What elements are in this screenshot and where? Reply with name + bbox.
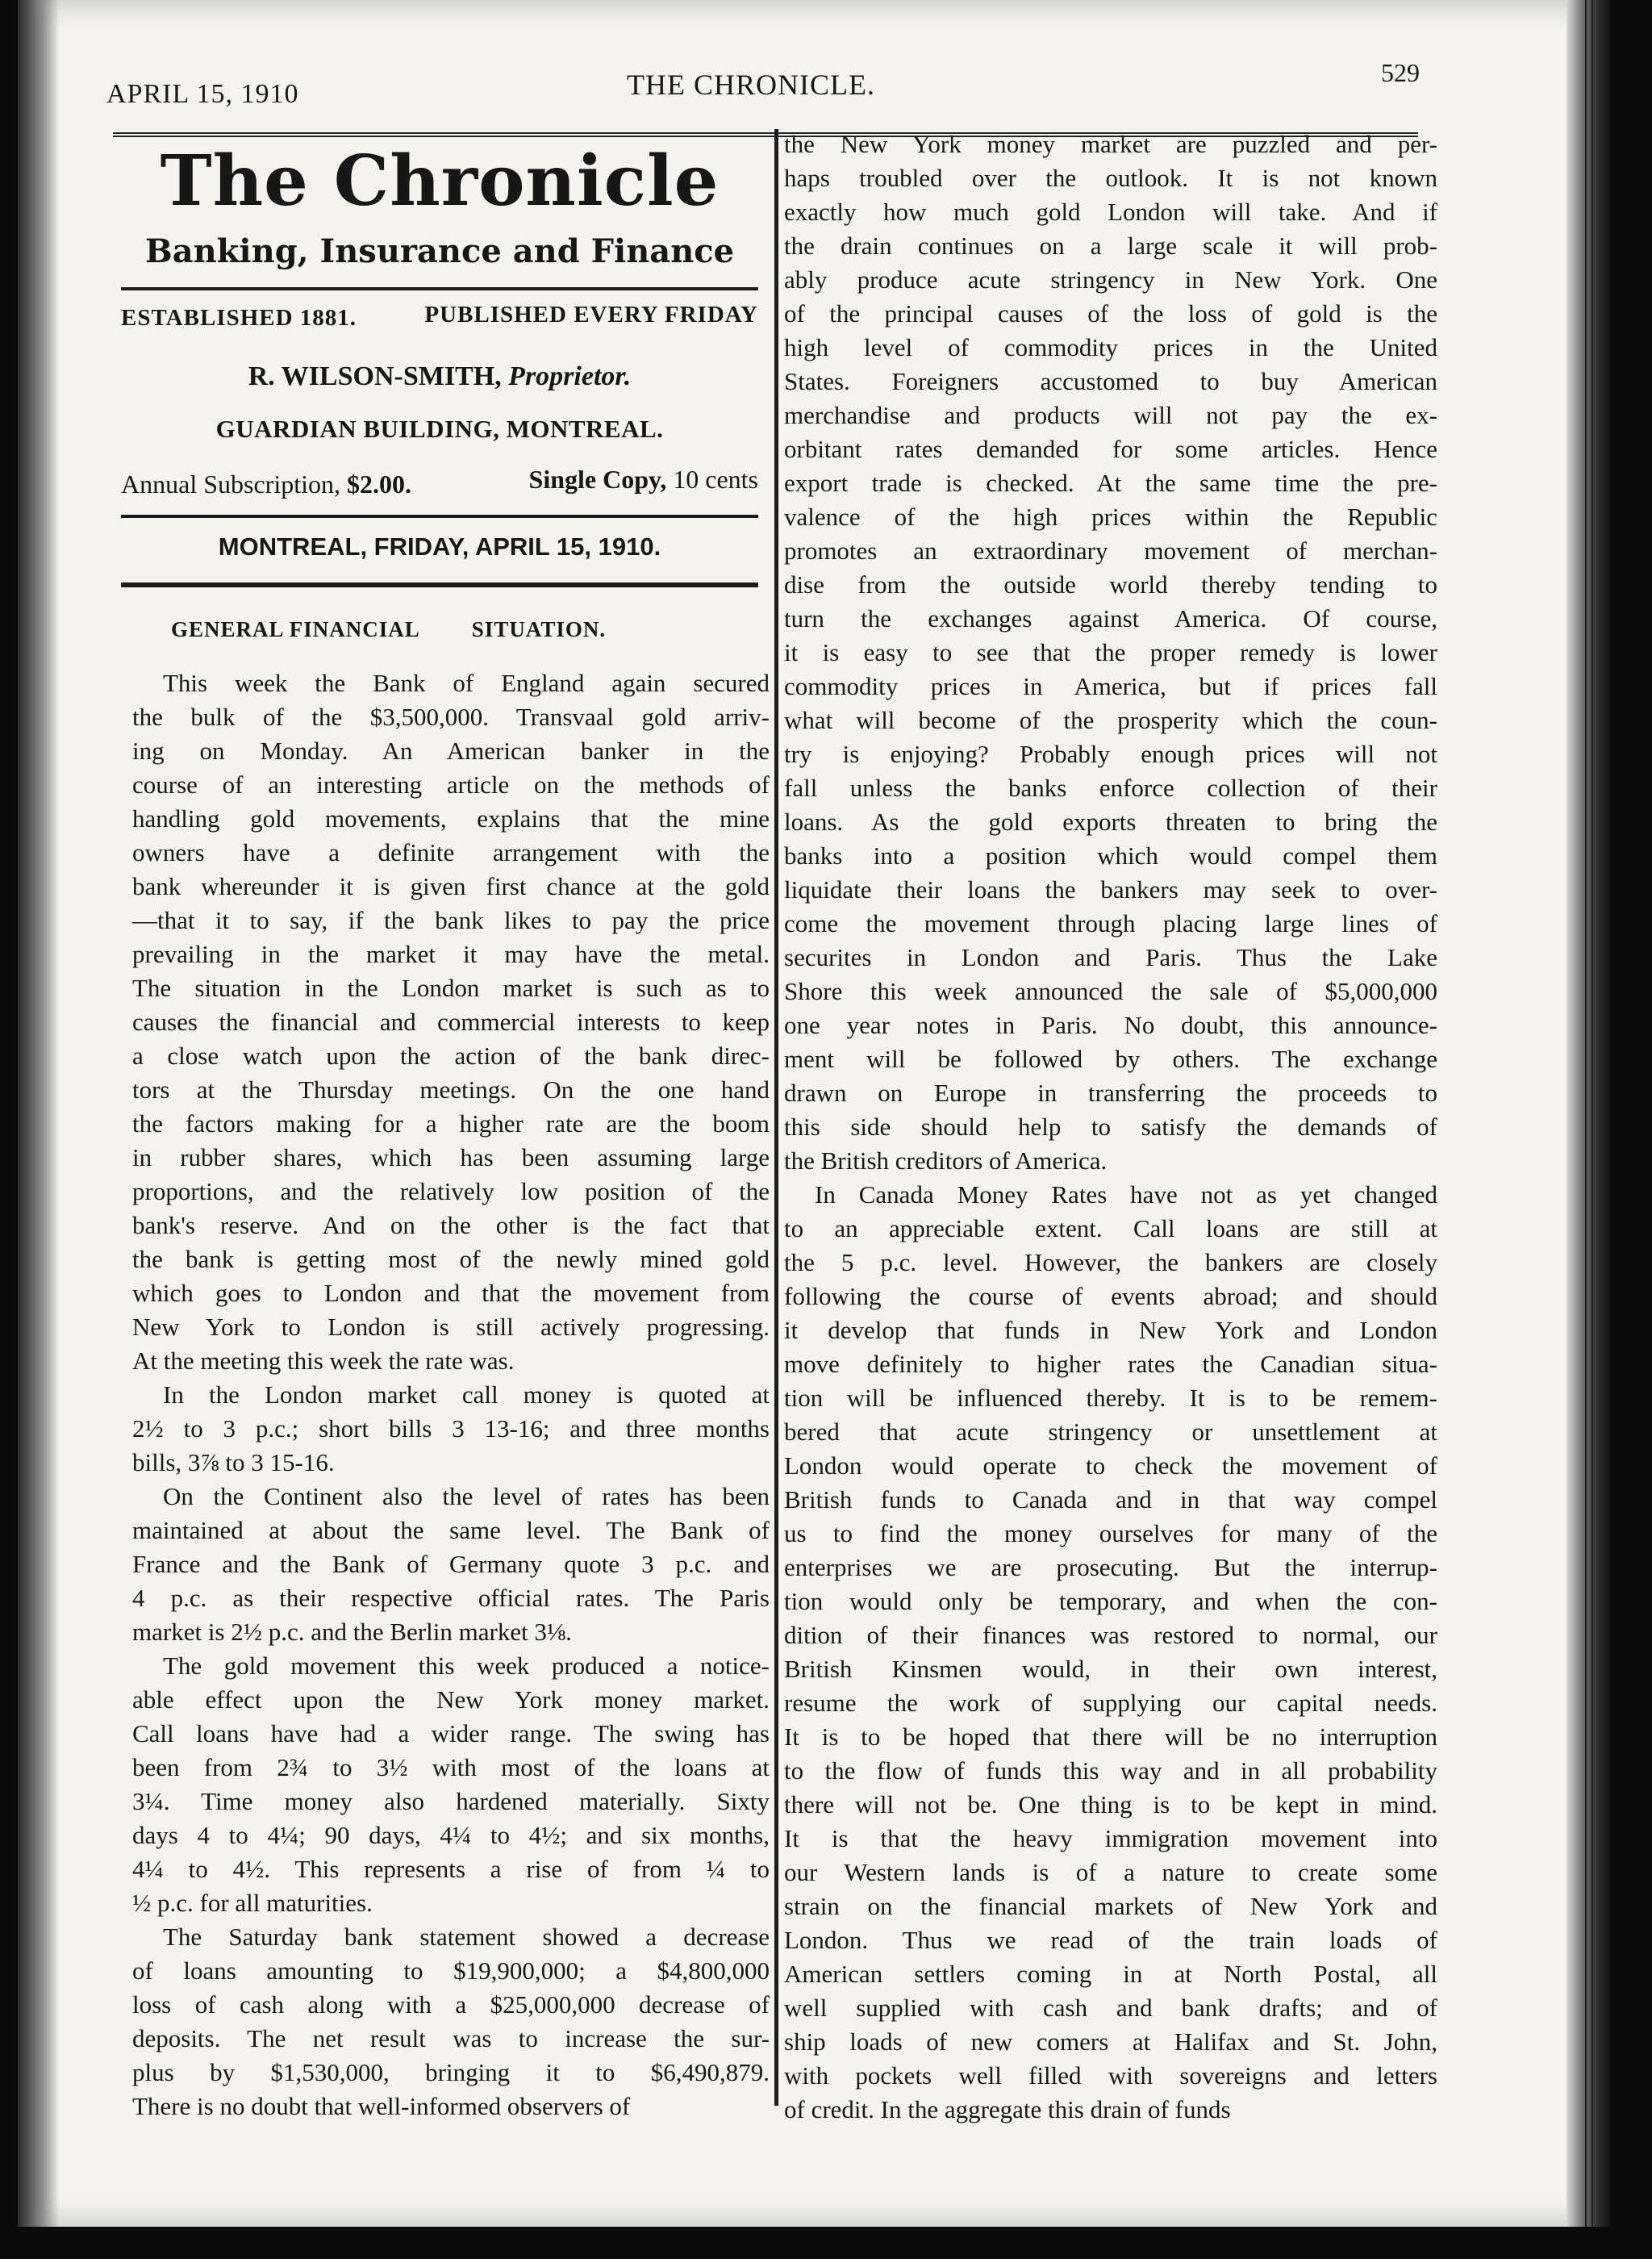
text-line: the factors making for a higher rate are the boom (132, 1109, 770, 1138)
text-line: proportions, and the relatively low position of the (132, 1177, 770, 1205)
section-heading-part2: SITUATION. (471, 617, 607, 641)
text-line: British Kinsmen would, in their own interest, (784, 1655, 1437, 1683)
text-line: our Western lands is of a nature to create some (784, 1858, 1437, 1886)
text-line: orbitant rates demanded for some articles. Hence (784, 435, 1437, 463)
text-line: in rubber shares, which has been assuming large (132, 1143, 770, 1171)
text-line: drawn on Europe in transferring the proceeds to (784, 1079, 1437, 1107)
text-line: it is easy to see that the proper remedy is lower (784, 638, 1437, 666)
text-line: 4 p.c. as their respective official rates. The Paris (132, 1584, 770, 1612)
text-line: enterprises we are prosecuting. But the interrup- (784, 1553, 1437, 1581)
text-line: loans. As the gold exports threaten to bring the (784, 808, 1437, 836)
masthead-rule (121, 515, 758, 518)
text-line: valence of the high prices within the Republic (784, 503, 1437, 531)
text-line: ing on Monday. An American banker in the (132, 737, 770, 765)
text-line: In Canada Money Rates have not as yet changed (815, 1180, 1437, 1209)
text-line: ably produce acute stringency in New York. One (784, 265, 1437, 294)
text-line: —that it to say, if the bank likes to pay the price (132, 906, 770, 934)
published-line: PUBLISHED EVERY FRIDAY (424, 302, 758, 328)
text-line: Shore this week announced the sale of $5,000,000 (784, 977, 1437, 1005)
text-line: able effect upon the New York money market. (132, 1685, 770, 1714)
text-line: owners have a definite arrangement with the (132, 838, 770, 866)
text-line: tion will be influenced thereby. It is to be remem- (784, 1384, 1437, 1412)
running-head-title: THE CHRONICLE. (627, 69, 875, 101)
text-line: this side should help to satisfy the demands of (784, 1113, 1437, 1141)
text-line: The Saturday bank statement showed a decrease (163, 1923, 770, 1951)
text-line: ship loads of new comers at Halifax and St. John, (784, 2027, 1437, 2056)
text-line: causes the financial and commercial interests to keep (132, 1008, 770, 1036)
text-line: New York to London is still actively progressing. (132, 1313, 770, 1341)
masthead-rule (121, 287, 758, 290)
text-line: This week the Bank of England again secured (163, 669, 770, 697)
text-line: British funds to Canada and in that way compel (784, 1485, 1437, 1514)
masthead (121, 137, 758, 597)
text-line: At the meeting this week the rate was. (132, 1347, 515, 1375)
text-line: of loans amounting to $19,900,000; a $4,800,000 (132, 1956, 770, 1985)
text-line: London would operate to check the movement of (784, 1451, 1437, 1480)
text-line: prevailing in the market it may have the metal. (132, 940, 770, 968)
text-line: London. Thus we read of the train loads of (784, 1926, 1437, 1954)
subscription-label: Annual Subscription, (121, 470, 340, 499)
text-line: On the Continent also the level of rates has been (163, 1482, 770, 1510)
text-line: Call loans have had a wider range. The swing has (132, 1719, 770, 1747)
single-copy-price: 10 cents (673, 465, 758, 494)
text-line: It is that the heavy immigration movement into (784, 1824, 1437, 1852)
text-line: There is no doubt that well-informed observers of (132, 2092, 631, 2120)
text-line: 4¼ to 4½. This represents a rise of from ¼ to (132, 1855, 770, 1883)
text-line: with pockets well filled with sovereigns and letters (784, 2061, 1437, 2090)
text-line: American settlers coming in at North Postal, all (784, 1960, 1437, 1988)
text-line: 3¼. Time money also hardened materially. Sixty (132, 1787, 770, 1815)
text-line: there will not be. One thing is to be kept in mind. (784, 1790, 1437, 1818)
text-line: loss of cash along with a $25,000,000 decrease of (132, 1990, 770, 2019)
text-line: market is 2½ p.c. and the Berlin market 3⅛. (132, 1618, 572, 1646)
text-line: The gold movement this week produced a notice- (163, 1651, 770, 1680)
text-line: to an appreciable extent. Call loans are still at (784, 1214, 1437, 1242)
single-copy-line (529, 465, 758, 495)
address-line: GUARDIAN BUILDING, MONTREAL. (215, 415, 664, 443)
text-line: us to find the money ourselves for many of the (784, 1519, 1437, 1547)
text-line: days 4 to 4¼; 90 days, 4¼ to 4½; and six months, (132, 1821, 770, 1849)
text-line: handling gold movements, explains that the mine (132, 804, 770, 833)
text-line: the British creditors of America. (784, 1146, 1108, 1175)
text-line: merchandise and products will not pay the ex- (784, 401, 1437, 429)
page-number: 529 (1381, 58, 1420, 87)
text-line: deposits. The net result was to increase the sur- (132, 2024, 770, 2052)
text-line: been from 2¾ to 3½ with most of the loans at (132, 1753, 770, 1781)
text-line: bank whereunder it is given first chance at the gold (132, 872, 770, 900)
text-line: the drain continues on a large scale it will prob- (784, 232, 1437, 260)
text-line: 2½ to 3 p.c.; short bills 3 13-16; and three months (132, 1414, 770, 1443)
binding-lines (1585, 0, 1593, 2227)
text-line: securites in London and Paris. Thus the Lake (784, 943, 1437, 971)
dateline: MONTREAL, FRIDAY, APRIL 15, 1910. (218, 532, 661, 561)
subscription-line (121, 470, 411, 499)
page-gutter-shadow (18, 0, 60, 2227)
text-line: tion would only be temporary, and when the con- (784, 1587, 1437, 1615)
text-line: of the principal causes of the loss of gold is the (784, 299, 1437, 328)
text-line: banks into a position which would compel them (784, 841, 1437, 870)
text-line: the bank is getting most of the newly mined gold (132, 1245, 770, 1273)
proprietor-name: R. WILSON-SMITH, (248, 361, 502, 391)
text-line: exactly how much gold London will take. And if (784, 198, 1437, 226)
text-line: the New York money market are puzzled and per- (784, 130, 1437, 158)
text-line: bered that acute stringency or unsettlement at (784, 1418, 1437, 1446)
section-heading (171, 617, 736, 642)
newspaper-page (18, 0, 1611, 2227)
left-column-text (132, 666, 770, 2123)
text-line: export trade is checked. At the same time the pre- (784, 469, 1437, 497)
text-line: high level of commodity prices in the United (784, 333, 1437, 361)
text-line: maintained at about the same level. The Bank of (132, 1516, 770, 1544)
text-line: plus by $1,530,000, bringing it to $6,490,879. (132, 2058, 770, 2086)
text-line: fall unless the banks enforce collection of their (784, 774, 1437, 802)
text-line: the bulk of the $3,500,000. Transvaal gold arriv- (132, 703, 770, 731)
text-line: well supplied with cash and bank drafts; and of (784, 1994, 1437, 2022)
established-line: ESTABLISHED 1881. (121, 305, 357, 331)
text-line: it develop that funds in New York and London (784, 1316, 1437, 1344)
column-rule (774, 129, 778, 2106)
text-line: one year notes in Paris. No doubt, this announce- (784, 1011, 1437, 1039)
text-line: bills, 3⅞ to 3 15-16. (132, 1448, 335, 1476)
text-line: course of an interesting article on the methods of (132, 770, 770, 799)
text-line: a close watch upon the action of the bank direc- (132, 1042, 770, 1070)
text-line: the 5 p.c. level. However, the bankers are closely (784, 1248, 1437, 1276)
text-line: resume the work of supplying our capital needs. (784, 1689, 1437, 1717)
proprietor-title: Proprietor. (508, 361, 632, 391)
text-line: move definitely to higher rates the Canadian situa- (784, 1350, 1437, 1378)
section-heading-part1: GENERAL FINANCIAL (171, 617, 420, 641)
text-line: haps troubled over the outlook. It is not known (784, 164, 1437, 192)
right-column-text (784, 127, 1437, 2127)
text-line: It is to be hoped that there will be no interruption (784, 1722, 1437, 1751)
subscription-price: $2.00. (346, 470, 411, 499)
running-head-date: APRIL 15, 1910 (106, 79, 299, 109)
masthead-rule (121, 582, 758, 587)
text-line: bank's reserve. And on the other is the fact that (132, 1211, 770, 1239)
text-line: of credit. In the aggregate this drain of funds (784, 2095, 1231, 2123)
text-line: dise from the outside world thereby tending to (784, 570, 1437, 599)
text-line: commodity prices in America, but if prices fall (784, 672, 1437, 700)
running-head (98, 58, 1420, 123)
text-line: to the flow of funds this way and in all probability (784, 1756, 1437, 1785)
masthead-title: The Chronicle (160, 140, 720, 222)
single-copy-label: Single Copy, (528, 465, 667, 494)
text-line: The situation in the London market is such as to (132, 974, 770, 1002)
text-line: promotes an extraordinary movement of merchan- (784, 537, 1437, 565)
text-line: France and the Bank of Germany quote 3 p.c. and (132, 1550, 770, 1578)
masthead-subtitle: Banking, Insurance and Finance (144, 232, 735, 270)
text-line: ½ p.c. for all maturities. (132, 1889, 373, 1917)
text-line: dition of their finances was restored to normal, our (784, 1621, 1437, 1649)
text-line: In the London market call money is quoted at (163, 1380, 770, 1409)
text-line: following the course of events abroad; and should (784, 1282, 1437, 1310)
text-line: ment will be followed by others. The exchange (784, 1045, 1437, 1073)
text-line: try is enjoying? Probably enough prices will not (784, 740, 1437, 768)
text-line: which goes to London and that the movement from (132, 1279, 770, 1307)
proprietor-line (121, 361, 758, 392)
text-line: States. Foreigners accustomed to buy American (784, 367, 1437, 395)
text-line: liquidate their loans the bankers may seek to over- (784, 875, 1437, 904)
text-line: what will become of the prosperity which the coun- (784, 706, 1437, 734)
text-line: tors at the Thursday meetings. On the one hand (132, 1075, 770, 1104)
text-line: strain on the financial markets of New York and (784, 1892, 1437, 1920)
text-line: turn the exchanges against America. Of course, (784, 604, 1437, 633)
text-line: come the movement through placing large lines of (784, 909, 1437, 937)
